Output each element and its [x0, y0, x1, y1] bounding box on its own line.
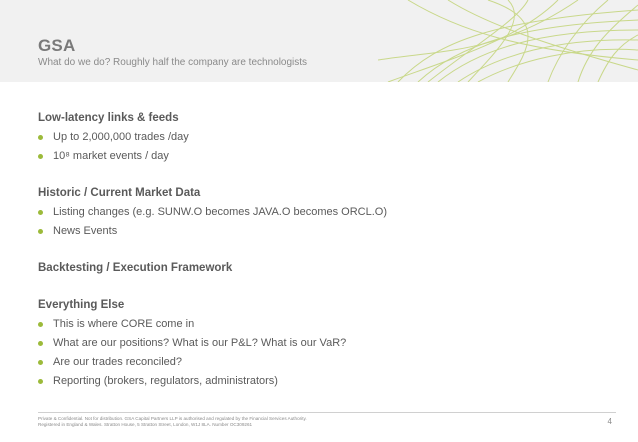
bullet-dot-icon — [38, 154, 43, 159]
bullet-text: Reporting (brokers, regulators, administrators) — [53, 375, 278, 387]
bullet-dot-icon — [38, 210, 43, 215]
bullet-dot-icon — [38, 135, 43, 140]
section-heading: Everything Else — [38, 299, 125, 311]
page-subtitle: What do we do? Roughly half the company are technologists — [38, 57, 308, 68]
bullet-item — [38, 372, 598, 391]
decorative-curves-graphic — [378, 0, 638, 82]
bullet-text: Are our trades reconciled? — [53, 356, 183, 368]
bullet-item — [38, 203, 598, 222]
section-low-latency — [38, 108, 598, 166]
bullet-text: What are our positions? What is our P&L? What is our VaR? — [53, 337, 347, 349]
bullet-text: This is where CORE come in — [53, 318, 195, 330]
footer-divider — [38, 412, 616, 413]
section-heading: Low-latency links & feeds — [38, 112, 179, 124]
bullet-item — [38, 353, 598, 372]
section-backtesting — [38, 258, 598, 278]
footer-line-1: Private & Confidential. Not for distribution. GSA Capital Partners LLP is authorised and regulated by the Financial Services Authority. — [38, 416, 307, 421]
bullet-text: Up to 2,000,000 trades /day — [53, 131, 189, 143]
page-number: 4 — [607, 417, 612, 426]
bullet-dot-icon — [38, 360, 43, 365]
section-heading: Backtesting / Execution Framework — [38, 262, 233, 274]
bullet-dot-icon — [38, 229, 43, 234]
bullet-item — [38, 315, 598, 334]
footer-disclaimer — [38, 416, 558, 428]
section-everything-else — [38, 295, 598, 391]
bullet-dot-icon — [38, 379, 43, 384]
bullet-item — [38, 147, 598, 166]
footer-line-2: Registered in England & Wales. Stratton House, 5 Stratton Street, London, W1J 8LA. Number OC309261 — [38, 422, 253, 427]
bullet-item — [38, 334, 598, 353]
bullet-text: Listing changes (e.g. SUNW.O becomes JAVA.O becomes ORCL.O) — [53, 206, 387, 218]
bullet-text: News Events — [53, 225, 118, 237]
slide-header — [0, 0, 638, 82]
bullet-item — [38, 222, 598, 241]
slide-content — [38, 108, 598, 391]
bullet-dot-icon — [38, 341, 43, 346]
bullet-text: 10⁸ market events / day — [53, 150, 169, 162]
bullet-item — [38, 128, 598, 147]
section-market-data — [38, 183, 598, 241]
page-title: GSA — [38, 36, 76, 55]
section-heading: Historic / Current Market Data — [38, 187, 201, 199]
bullet-dot-icon — [38, 322, 43, 327]
